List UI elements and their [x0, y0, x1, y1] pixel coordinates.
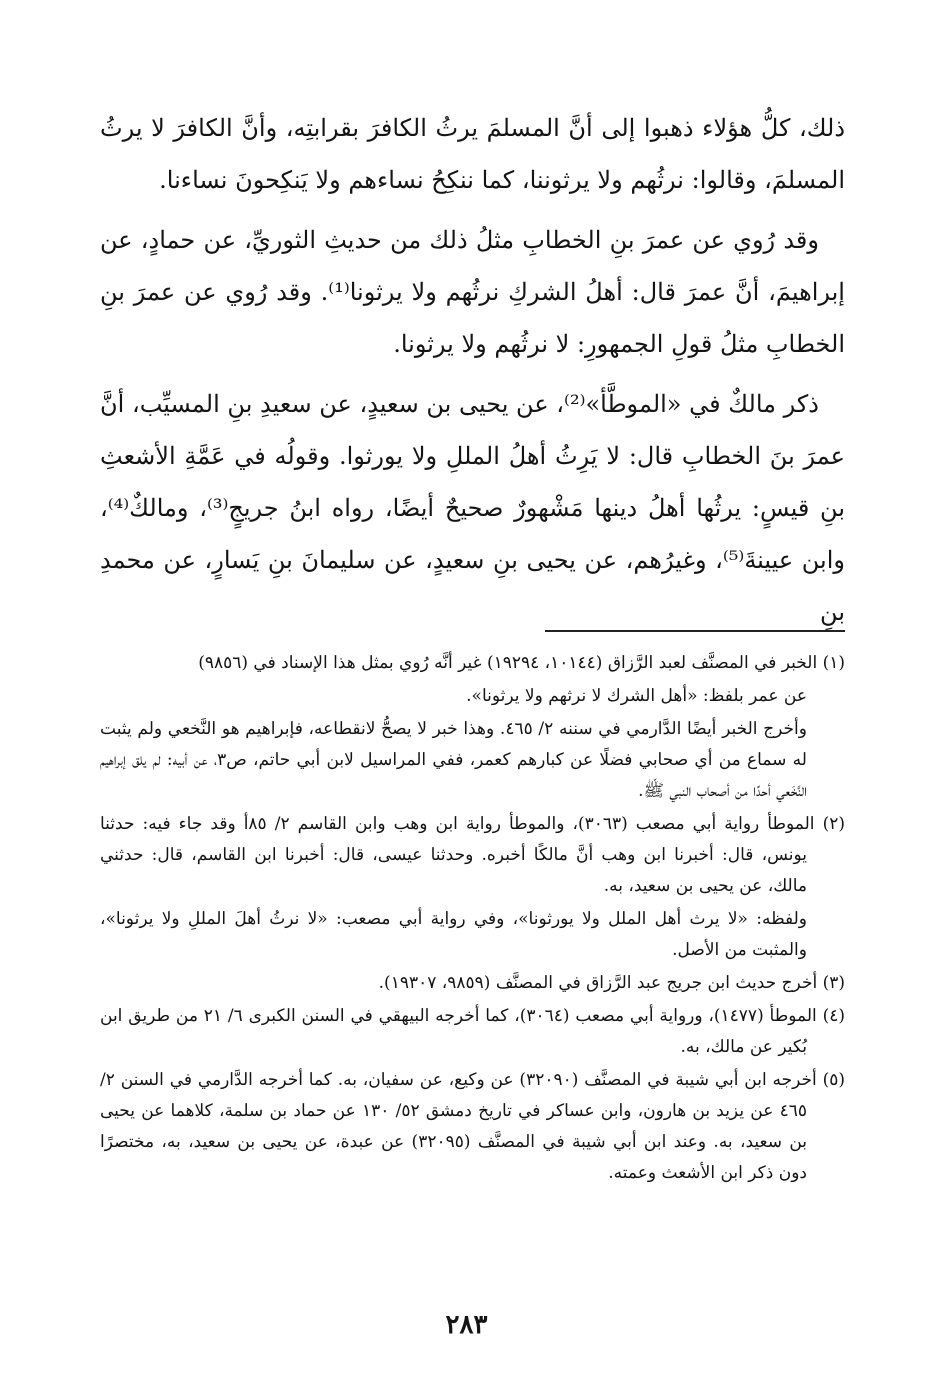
paragraph: وقد رُوي عن عمرَ بنِ الخطابِ مثلُ ذلك من حديثِ الثوريِّ، عن حمادٍ، عن إبراهيمَ، أنَّ عمرَ قال: أهلُ الشركِ نرثُهم ولا يرثونا⁽¹⁾. وقد رُوي عن عمرَ بنِ الخطابِ مثلُ قولِ الجمهورِ: لا نرثُهم ولا يرثونا.: [100, 226, 845, 358]
footnote-5: (٥) أخرجه ابن أبي شيبة في المصنَّف (٣٢٠٩٠) عن وكيع، عن سفيان، به. كما أخرجه الدَّارمي في السنن ٢/ ٤٦٥ عن يزيد بن هارون، وابن عساكر في تاريخ دمشق ٥٢/ ١٣٠ عن حماد بن سلمة، كلاهما عن يحيى بن سعيد، به. وعند ابن أبي شيبة في المصنَّف (٣٢٠٩٥) عن عبدة، عن يحيى بن سعيد، به، مختصرًا دون ذكر ابن الأشعث وعمته.: [100, 1070, 846, 1183]
footnote-1: (١) الخبر في المصنَّف لعبد الرَّزاق (١٠١٤٤، ١٩٢٩٤) غير أنَّه رُوي بمثل هذا الإسناد في (٩٨٥٦): [198, 653, 845, 673]
main-text: [100, 102, 845, 646]
footnote-3: (٣) أخرج حديث ابن جريج عبد الرَّزاق في المصنَّف (٩٨٥٩، ١٩٣٠٧).: [378, 973, 845, 993]
footnote-divider: [545, 630, 845, 632]
page-number: ٢٨٣: [445, 1310, 488, 1340]
footnotes: [100, 648, 845, 1191]
footnote-4: (٤) الموطأ (١٤٧٧)، ورواية أبي مصعب (٣٠٦٤)، كما أخرجه البيهقي في السنن الكبرى ٦/ ٢١ من طريق ابن بُكير عن مالك، به.: [100, 1006, 845, 1057]
paragraph: ذكر مالكٌ في «الموطَّأ»⁽²⁾، عن يحيى بن سعيدٍ، عن سعيدِ بنِ المسيِّب، أنَّ عمرَ بنَ الخطابِ قال: لا يَرِثُ أهلُ المللِ ولا يورثوا. وقولُه في عَمَّةِ الأشعثِ بنِ قيسٍ: يرثُها أهلُ دينها مَشْهورٌ صحيحٌ أيضًا، رواه ابنُ جريجٍ⁽³⁾، ومالكٌ⁽⁴⁾، وابن عيينةَ⁽⁵⁾، وغيرُهم، عن يحيى بنِ سعيدٍ، عن سليمانَ بنِ يَسارٍ، عن محمدِ بنِ: [100, 390, 845, 626]
paragraph: ذلك، كلُّ هؤلاء ذهبوا إلى أنَّ المسلمَ يرثُ الكافرَ بقرابتِه، وأنَّ الكافرَ لا يرثُ المسلمَ، وقالوا: نرثُهم ولا يرثوننا، كما ننكِحُ نساءهم ولا يَنكِحونَ نساءنا.: [100, 114, 846, 194]
footnote-2: (٢) الموطأ رواية أبي مصعب (٣٠٦٣)، والموطأ رواية ابن وهب وابن القاسم ٢/ ٨٥أ وقد جاء فيه: حدثنا يونس، قال: أخبرنا ابن وهب أنَّ مالكًا أخبره. وحدثنا عيسى، قال: أخبرنا ابن القاسم، قال: حدثني مالك، عن يحيى بن سعيد، به.: [100, 814, 845, 896]
footnote-1-continuation: وأخرج الخبر أيضًا الدَّارمي في سننه ٢/ ٤٦٥. وهذا خبر لا يصحُّ لانقطاعه، فإبراهيم هو النَّخعي ولم يثبت له سماع من أي صحابي فضلًا عن كبارهم كعمر، ففي المراسيل لابن أبي حاتم، ص٣، عن أبيه: لم يلق إبراهيم النَّخَعي أحدًا من أصحاب النبي ﷺ.: [100, 719, 807, 801]
footnote-2-continuation: ولفظه: «لا يرث أهل الملل ولا يورثونا»، وفي رواية أبي مصعب: «لا نرثُ أهلَ المللِ ولا يرثونا»، والمثبت من الأصل.: [100, 909, 807, 960]
footnote-1-continuation: عن عمر بلفظ: «أهل الشرك لا نرثهم ولا يرثونا».: [466, 686, 807, 706]
